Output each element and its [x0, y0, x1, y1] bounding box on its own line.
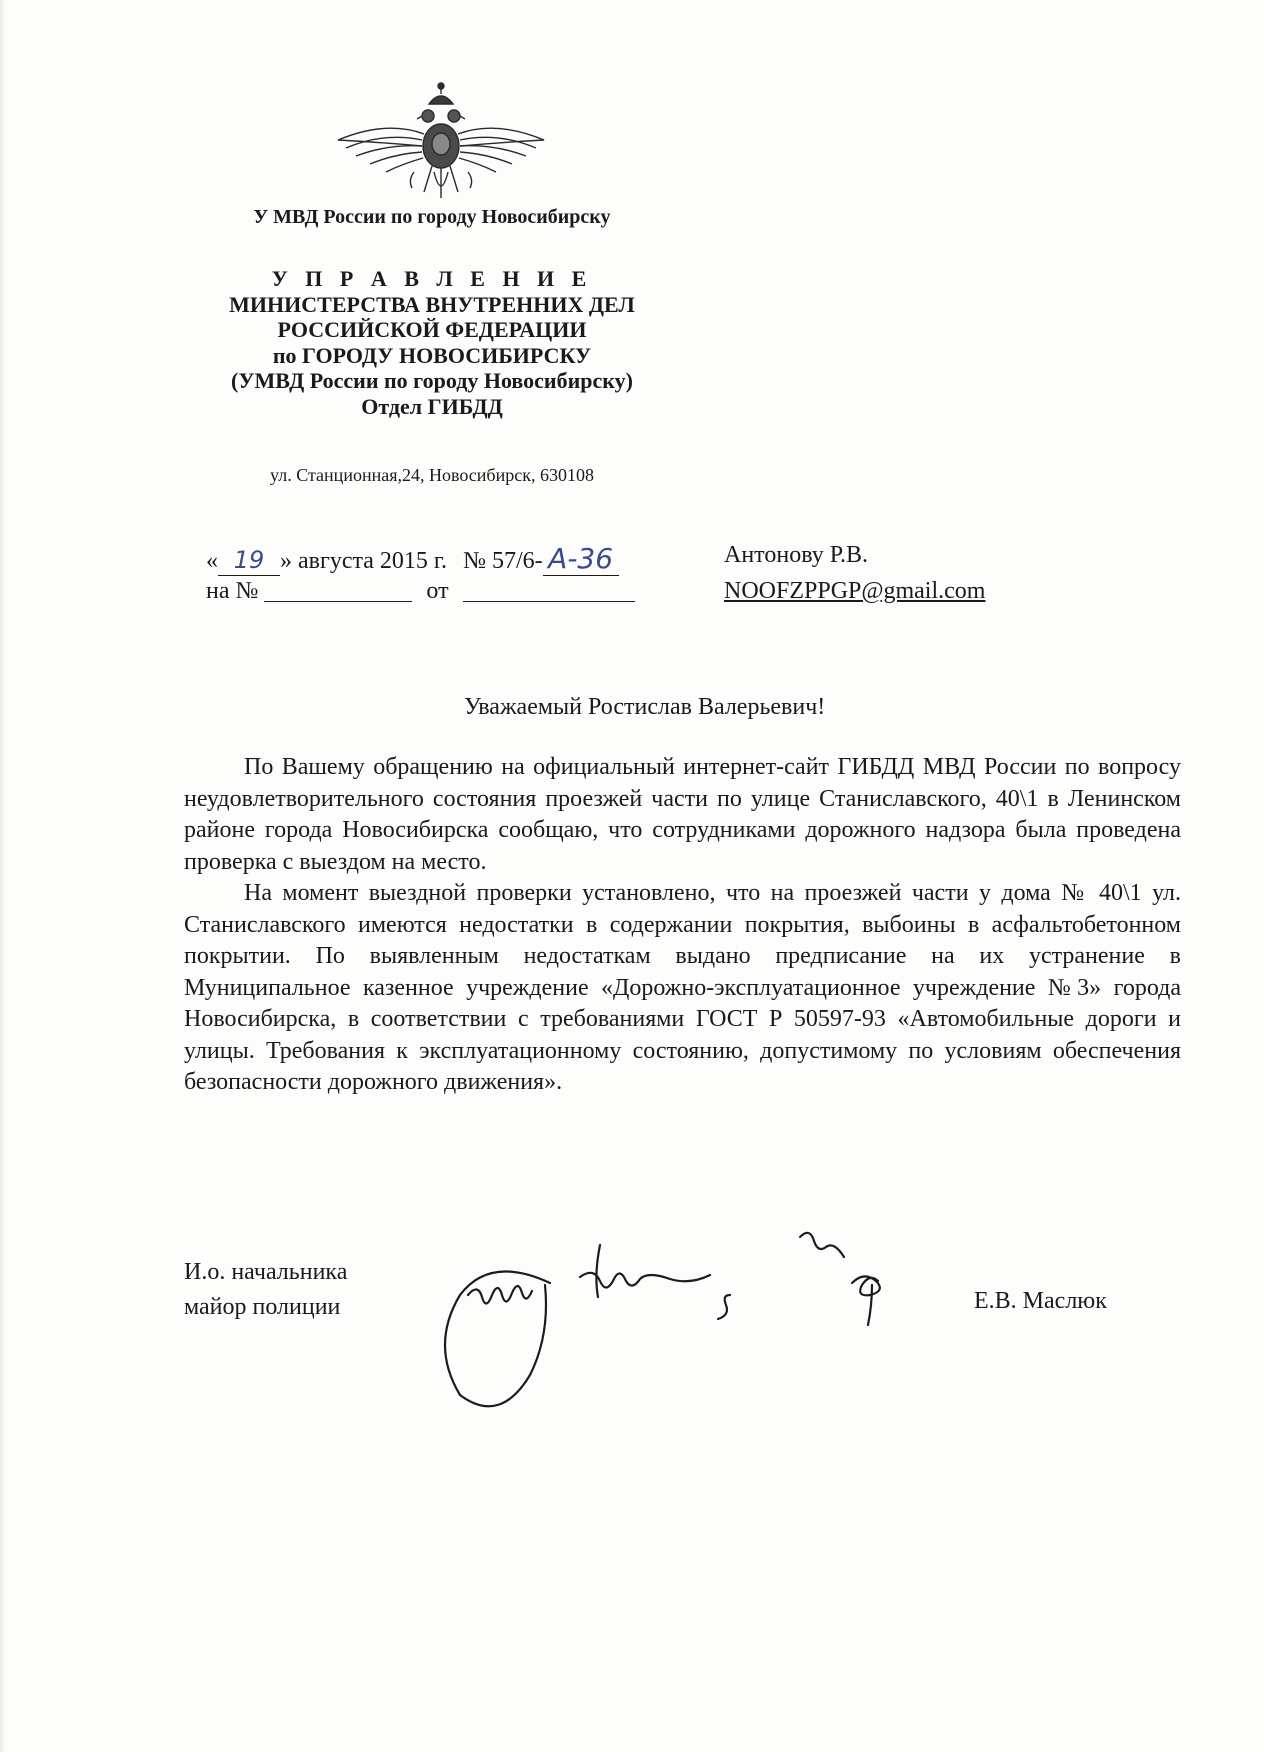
greeting: Уважаемый Ростислав Валерьевич!: [464, 694, 826, 720]
title-line-4: по ГОРОДУ НОВОСИБИРСКУ: [272, 342, 592, 368]
outgoing-number-label: № 57/6-: [463, 548, 543, 574]
title-line-2: МИНИСТЕРСТВА ВНУТРЕННИХ ДЕЛ: [229, 291, 635, 317]
date-day-handwritten: 19: [233, 546, 265, 574]
institution-address: ул. Станционная,24, Новосибирск, 630108: [270, 465, 594, 485]
open-quote: «: [206, 548, 218, 574]
reference-from-label: от: [426, 578, 449, 604]
signatory-position-line-1: И.о. начальника: [184, 1259, 348, 1285]
reference-number-blank: [264, 579, 412, 602]
title-line-6: Отдел ГИБДД: [361, 393, 503, 419]
body-paragraph-2: На момент выездной проверки установлено, что на проезжей части у дома № 40\1 ул. Станиславского имеются недостатки в содержании покрытия, выбоины в асфальтобетонном покрытии. По выявленным недостаткам выдано предписание на их устранение в Муниципальное казенное учреждение «Дорожно-эксплуатационное учреждение №3» города Новосибирска, в соответствии с требованиями ГОСТ Р 50597-93 «Автомобильные дороги и улицы. Требования к эксплуатационному состоянию, допустимому по условиям обеспечения безопасности дорожного движения».: [184, 880, 1181, 1095]
date-month-year: » августа 2015 г.: [280, 548, 448, 574]
scan-edge-shadow: [0, 0, 6, 1752]
body-paragraph-1: По Вашему обращению на официальный интернет-сайт ГИБДД МВД России по вопросу неудовлетворительного состояния проезжей части по улице Станиславского, 40\1 в Ленинском районе города Новосибирска сообщаю, что сотрудниками дорожного надзора была проведена проверка с выездом на место.: [184, 754, 1181, 875]
department-line: У МВД России по городу Новосибирску: [253, 206, 611, 228]
addressee-email: NOOFZPPGP@gmail.com: [724, 578, 986, 604]
letter-body: [184, 752, 1181, 1099]
outgoing-number-handwritten: А-36: [548, 542, 614, 575]
institution-title: [140, 266, 724, 419]
reference-date-blank: [463, 579, 635, 602]
mvd-emblem-icon: [336, 80, 546, 205]
title-line-5: (УМВД России по городу Новосибирску): [231, 368, 633, 393]
registration-line: [206, 542, 619, 576]
date-day-field: [218, 546, 280, 576]
title-line-3: РОССИЙСКОЙ ФЕДЕРАЦИИ: [277, 317, 587, 342]
title-line-1: У П Р А В Л Е Н И Е: [271, 266, 593, 291]
signatory-name: Е.В. Маслюк: [974, 1288, 1107, 1314]
signatory-position-line-2: майор полиции: [184, 1294, 341, 1320]
reference-line: [206, 578, 635, 605]
handwritten-signature: [430, 1225, 950, 1425]
addressee-name: Антонову Р.В.: [724, 542, 869, 568]
reference-number-label: на №: [206, 578, 259, 604]
signatory-position: [184, 1255, 347, 1325]
outgoing-number-field: [543, 542, 619, 576]
